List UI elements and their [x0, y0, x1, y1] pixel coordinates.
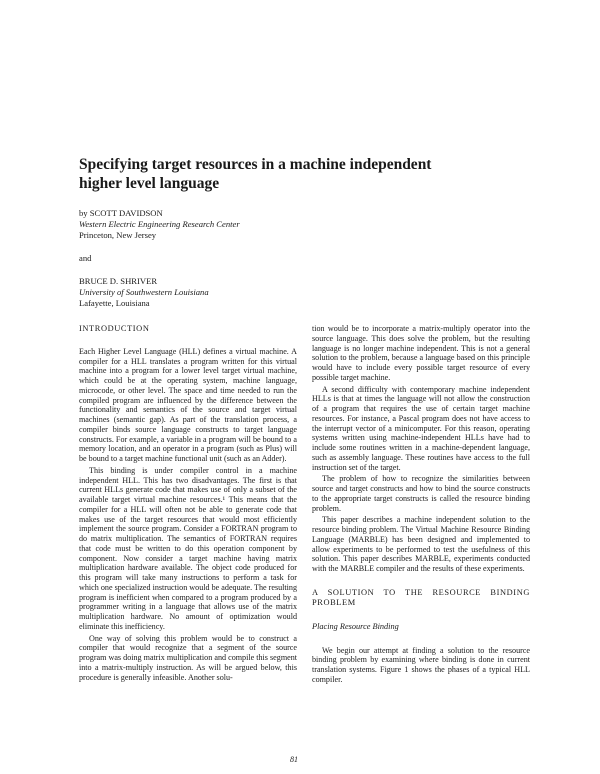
section-heading-solution: A SOLUTION TO THE RESOURCE BINDING PROBLEM [312, 587, 530, 607]
intro-paragraph-2: This binding is under compiler control in a machine independent HLL. This has two disadvantages. The first is that current HLLs generate code that makes use of only a subset of the available target virtual machine resources.¹ This means that the compiler for a HLL will often not be able to generate code that makes use of the target resources that would most efficiently implement the source program. Consider a FORTRAN program to do matrix multiplication. The semantics of FORTRAN requires that code must be written to do this operation component by component. Now consider a target machine having matrix multiplication hardware available. The object code produced for this program will take many instructions to perform a task for which one specialized instruction would be adequate. The resulting program is inefficient when compared to a program produced by a programmer writing in a language that allows use of the matrix multiplication hardware. No amount of optimization would eliminate this inefficiency. [79, 465, 297, 631]
intro-paragraph-3: One way of solving this problem would be to construct a compiler that would recognize that a segment of the source program was doing matrix multiplication and compile this segment into a matrix-multiply instruction. As will be argued below, this procedure is generally infeasible. Another solu- [79, 633, 297, 682]
affiliation-1-line-1: Western Electric Engineering Research Center [79, 219, 240, 229]
intro-paragraph-5: A second difficulty with contemporary machine independent HLLs is that at times the language will not allow the construction of a program that requires the use of certain target machine resources. For instance, a Pascal program does not have access to the interrupt vector of a minicomputer. For this reason, operating systems written using machine-independent HLLs have had to include some routines written in a machine-dependent language, such as assembly language. These routines have access to the full instruction set of the target. [312, 384, 530, 472]
intro-paragraph-4: tion would be to incorporate a matrix-multiply operator into the source language. This does solve the problem, but the resulting language is no longer machine independent. This is not a general solution to the problem, because a language based on this principle would have to include every possible target resource of every possible target machine. [312, 324, 530, 382]
author-2: BRUCE D. SHRIVER [79, 276, 158, 286]
affiliation-2-line-1: University of Southwestern Louisiana [79, 287, 209, 297]
intro-paragraph-1: Each Higher Level Language (HLL) defines a virtual machine. A compiler for a HLL translates a program written for this virtual machine into a program for a lower level target virtual machine, which could be at the operating system, machine language, microcode, or other level. The space and time needed to run the compiled program are influenced by the difference between the functionality and semantics of the source and target virtual machines (semantic gap). As part of the translation process, a compiler binds source language constructs to target language constructs. For example, a variable in a program will be bound to a memory location, and an operator in a program (such as Plus) will be bound to a target machine functional unit (such as an Adder). [79, 346, 297, 463]
section-heading-introduction: INTRODUCTION [79, 324, 150, 333]
intro-paragraph-6: The problem of how to recognize the similarities between source and target constructs and how to bind the source constructs to the appropriate target constructs is called the resource binding problem. [312, 474, 530, 513]
intro-paragraph-7: This paper describes a machine independent solution to the resource binding problem. The Virtual Machine Resource Binding Language (MARBLE) has been designed and implemented to allow experiments to be performed to test the usefulness of this solution. This paper describes MARBLE, experiments conducted with the MARBLE compiler and the results of these experiments. [312, 515, 530, 573]
solution-paragraph-1: We begin our attempt at finding a solution to the resource binding problem by examining where binding is done in current translation systems. Figure 1 shows the phases of a typical HLL compiler. [312, 645, 530, 684]
right-column [312, 324, 530, 687]
author-1: by SCOTT DAVIDSON [79, 208, 163, 218]
author-conjunction: and [79, 253, 92, 263]
title-line-2: higher level language [79, 175, 220, 192]
author-block [79, 208, 240, 309]
left-column [79, 324, 297, 684]
paper-title [79, 155, 519, 193]
subsection-heading-placing: Placing Resource Binding [312, 621, 399, 631]
affiliation-2-line-2: Lafayette, Louisiana [79, 298, 150, 308]
title-line-1: Specifying target resources in a machine independent [79, 156, 432, 173]
page-number: 81 [290, 755, 298, 764]
affiliation-1-line-2: Princeton, New Jersey [79, 230, 157, 240]
